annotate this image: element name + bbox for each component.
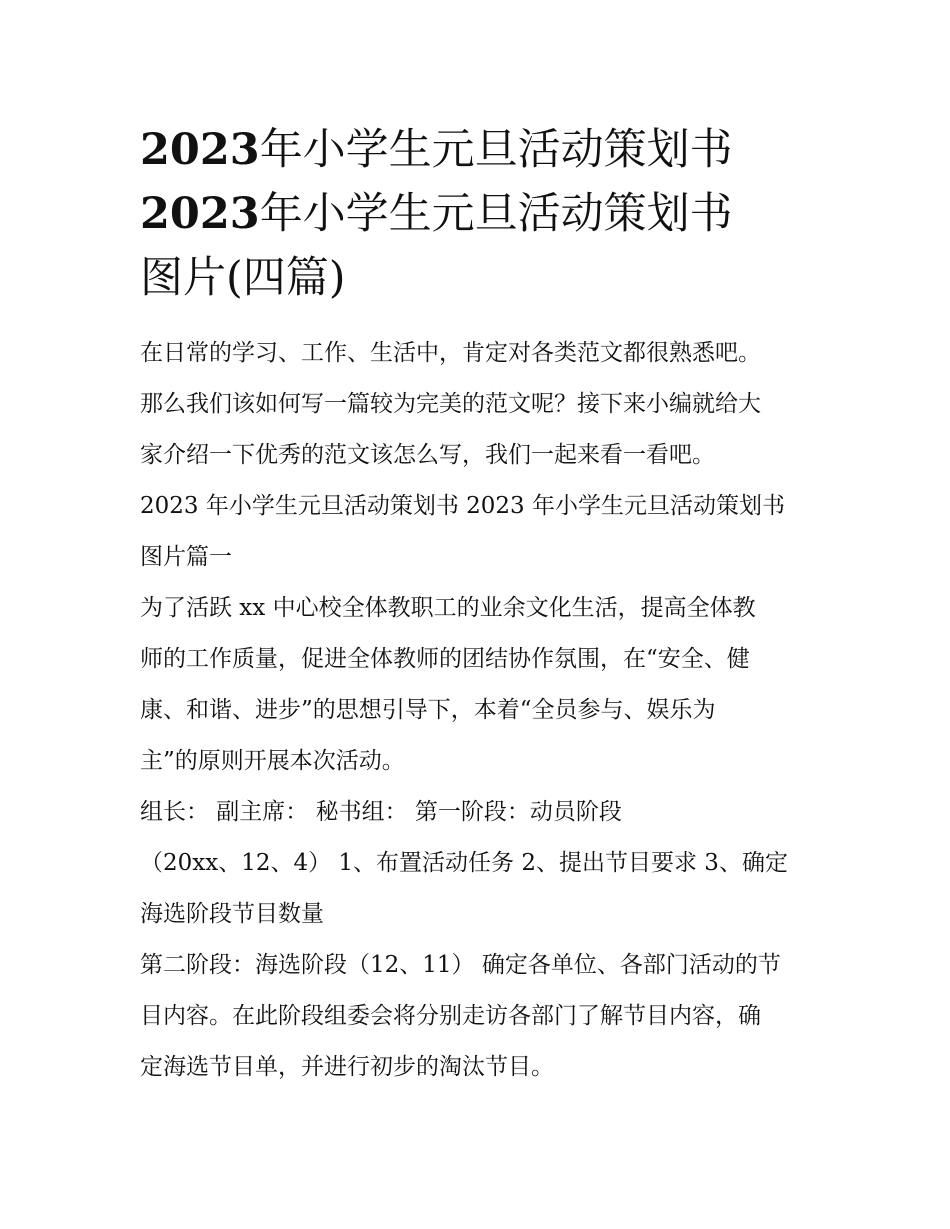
document-page	[140, 118, 820, 1093]
organization-paragraph	[140, 787, 820, 940]
stage-two-paragraph	[140, 940, 820, 1093]
text-line: 图片篇一	[140, 544, 232, 570]
intro-paragraph	[140, 328, 820, 481]
text-line: 目内容。在此阶段组委会将分别走访各部门了解节目内容，确	[140, 1003, 761, 1029]
purpose-paragraph	[140, 583, 820, 787]
title-line: 图片(四篇)	[140, 253, 346, 303]
text-line: 康、和谐、进步”的思想引导下，本着“全员参与、娱乐为	[140, 697, 716, 723]
title-line: 2023年小学生元旦活动策划书	[140, 125, 733, 175]
text-line: 那么我们该如何写一篇较为完美的范文呢？接下来小编就给大	[140, 391, 761, 417]
section-heading	[140, 481, 820, 583]
text-line: 2023 年小学生元旦活动策划书 2023 年小学生元旦活动策划书	[140, 493, 785, 519]
text-line: 第二阶段：海选阶段（12、11） 确定各单位、各部门活动的节	[140, 952, 781, 978]
text-line: （20xx、12、4） 1、布置活动任务 2、提出节目要求 3、确定	[140, 850, 788, 876]
text-line: 在日常的学习、工作、生活中，肯定对各类范文都很熟悉吧。	[140, 340, 761, 366]
text-line: 为了活跃 xx 中心校全体教职工的业余文化生活，提高全体教	[140, 595, 756, 621]
text-line: 定海选节目单，并进行初步的淘汰节目。	[140, 1054, 554, 1080]
text-line: 家介绍一下优秀的范文该怎么写，我们一起来看一看吧。	[140, 442, 715, 468]
text-line: 师的工作质量，促进全体教师的团结协作氛围，在“安全、健	[140, 646, 750, 672]
text-line: 主”的原则开展本次活动。	[140, 748, 405, 774]
text-line: 组长： 副主席： 秘书组： 第一阶段：动员阶段	[140, 799, 622, 825]
title-line: 2023年小学生元旦活动策划书	[140, 189, 733, 239]
document-title	[140, 118, 820, 310]
text-line: 海选阶段节目数量	[140, 901, 324, 927]
